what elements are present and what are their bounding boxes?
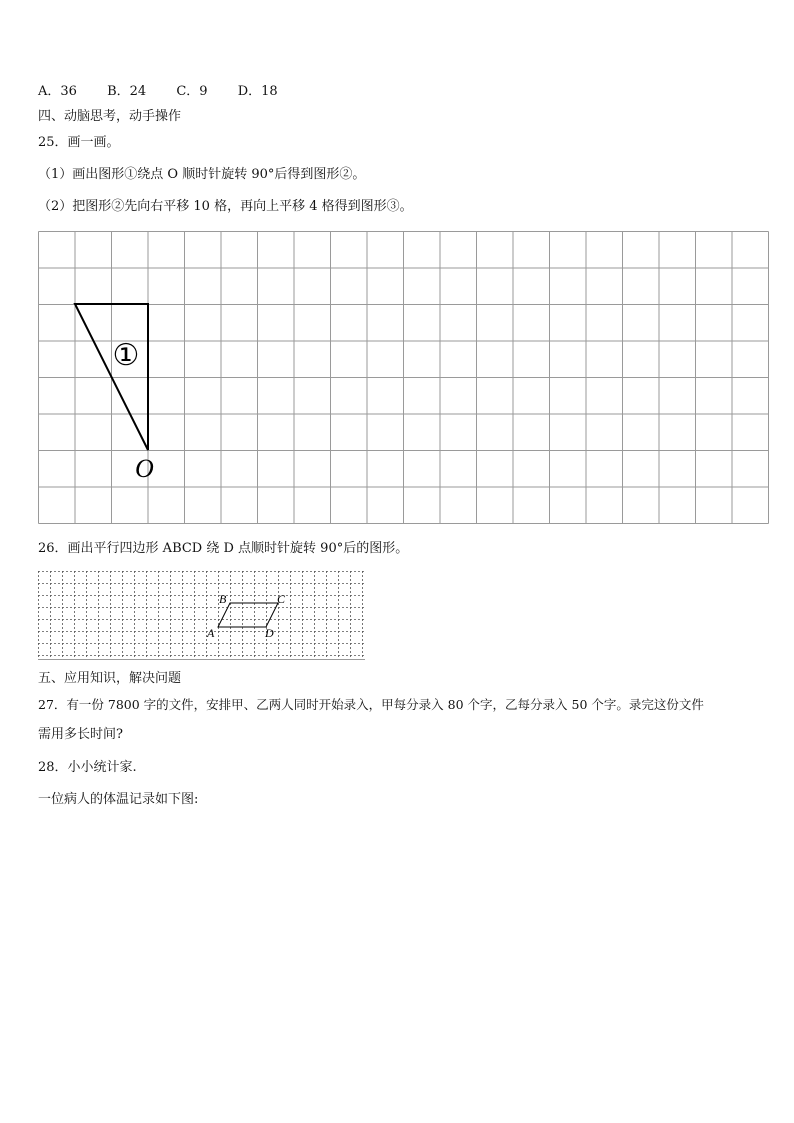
q27-text-line2: 需用多长时间? [38, 727, 123, 742]
q26-grid [38, 571, 365, 660]
q25-title: 25．画一画。 [38, 135, 120, 150]
q25-grid-figure [38, 231, 769, 524]
point-o-label: O [135, 454, 154, 483]
option-b: B．24 [107, 84, 147, 99]
vertex-a-label: A [207, 626, 215, 640]
q28-text: 一位病人的体温记录如下图: [38, 792, 199, 807]
q26-grid-figure [38, 571, 366, 661]
q27-text-line1: 27．有一份 7800 字的文件，安排甲、乙两人同时开始录入，甲每分录入 80 个字，乙每分录入 50 个字。录完这份文件 [38, 697, 704, 712]
vertex-d-label: D [265, 626, 274, 640]
q26-title: 26．画出平行四边形 ABCD 绕 D 点顺时针旋转 90°后的图形。 [38, 541, 409, 556]
option-a: A．36 [38, 84, 77, 99]
q24-options [38, 84, 304, 100]
vertex-c-label: C [277, 592, 286, 606]
vertex-b-label: B [219, 592, 227, 606]
figure-1-label: ① [112, 338, 140, 373]
q28-title: 28．小小统计家. [38, 760, 137, 775]
option-d: D．18 [237, 84, 278, 99]
section-4-title: 四、动脑思考，动手操作 [38, 109, 182, 124]
option-c: C．9 [176, 84, 208, 99]
section-5-title: 五、应用知识，解决问题 [38, 671, 182, 686]
q25-part1: （1）画出图形①绕点 O 顺时针旋转 90°后得到图形②。 [38, 167, 366, 182]
q25-part2: （2）把图形②先向右平移 10 格，再向上平移 4 格得到图形③。 [38, 199, 413, 214]
parallelogram-abcd [218, 603, 278, 627]
